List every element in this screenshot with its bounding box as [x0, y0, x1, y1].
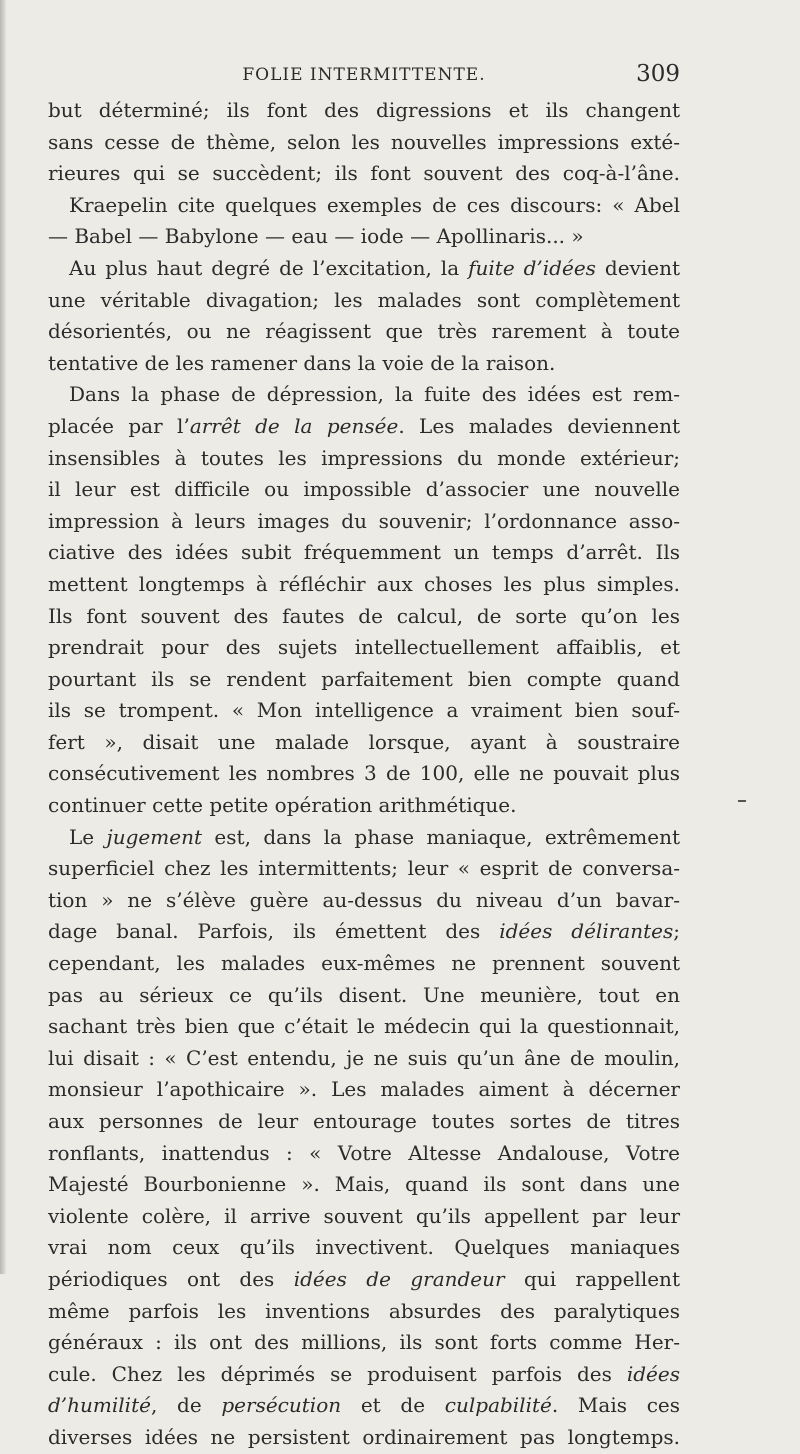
italic-term: idées délirantes	[499, 919, 674, 944]
text-line	[48, 601, 680, 633]
text-line	[48, 1232, 680, 1264]
text-line	[48, 790, 680, 822]
text-segment: continuer cette petite opération arithmétique.	[48, 793, 517, 818]
text-line	[48, 695, 680, 727]
text-line	[48, 253, 680, 285]
italic-term: idées	[626, 1361, 680, 1386]
text-line	[48, 727, 680, 759]
text-line	[48, 948, 680, 980]
text-line	[48, 1390, 680, 1422]
text-segment: ils se trompent. « Mon intelligence a vraiment bien souf-	[48, 698, 680, 723]
text-segment: dage banal. Parfois, ils émettent des	[48, 919, 500, 944]
text-segment: ;	[673, 919, 680, 944]
text-segment: cule. Chez les déprimés se produisent parfois des	[48, 1361, 627, 1386]
text-segment: une véritable divagation; les malades sont complètement	[48, 287, 680, 312]
text-line	[48, 1264, 680, 1296]
running-head	[48, 62, 680, 88]
text-line	[48, 537, 680, 569]
text-segment: sans cesse de thème, selon les nouvelles impressions exté-	[48, 129, 680, 154]
italic-term: jugement	[106, 824, 202, 849]
text-segment: pourtant ils se rendent parfaitement bien compte quand	[48, 666, 680, 691]
text-line	[48, 1327, 680, 1359]
text-segment: Majesté Bourbonienne ». Mais, quand ils sont dans une	[48, 1172, 680, 1197]
text-segment: Au plus haut degré de l’excitation, la	[69, 255, 469, 280]
text-segment: lui disait : « C’est entendu, je ne suis qu’un âne de moulin,	[48, 1045, 680, 1070]
text-segment: superficiel chez les intermittents; leur « esprit de conversa-	[48, 856, 680, 881]
running-title: FOLIE INTERMITTENTE.	[242, 65, 486, 85]
text-line	[48, 885, 680, 917]
text-segment: . Les malades deviennent	[398, 413, 681, 438]
page-binding-edge	[0, 0, 6, 1274]
text-line	[48, 1074, 680, 1106]
text-line	[48, 980, 680, 1012]
text-line	[48, 758, 680, 790]
text-line	[48, 158, 680, 190]
text-line	[48, 1138, 680, 1170]
italic-term: d’humilité	[48, 1393, 151, 1418]
text-segment: tion » ne s’élève guère au-dessus du niveau d’un bavar-	[48, 887, 680, 912]
text-line	[48, 664, 680, 696]
text-segment: , de	[150, 1393, 222, 1418]
text-segment: insensibles à toutes les impressions du monde extérieur;	[48, 445, 680, 470]
text-line	[48, 348, 680, 380]
text-line	[48, 822, 680, 854]
body-text	[48, 95, 680, 1454]
text-segment: désorientés, ou ne réagissent que très rarement à toute	[48, 319, 680, 344]
text-line	[48, 632, 680, 664]
text-segment: vrai nom ceux qu’ils invectivent. Quelques maniaques	[48, 1235, 680, 1260]
text-segment: but déterminé; ils font des digressions et ils changent	[48, 98, 680, 122]
text-segment: fert », disait une malade lorsque, ayant à soustraire	[48, 729, 680, 754]
text-segment: cependant, les malades eux-mêmes ne prennent souvent	[48, 951, 680, 976]
text-line	[48, 127, 680, 159]
text-segment: est, dans la phase maniaque, extrêmement	[202, 824, 680, 849]
text-segment: consécutivement les nombres 3 de 100, elle ne pouvait plus	[48, 761, 680, 786]
text-segment: devient	[595, 255, 680, 280]
text-line	[48, 474, 680, 506]
page-number: 309	[636, 61, 680, 87]
text-segment: placée par l’	[48, 413, 190, 438]
text-line	[48, 506, 680, 538]
margin-mark	[738, 800, 746, 802]
text-segment: rieures qui se succèdent; ils font souvent des coq-à-l’âne.	[48, 161, 680, 186]
text-segment: violente colère, il arrive souvent qu’ils appellent par leur	[48, 1203, 680, 1228]
text-segment: même parfois les inventions absurdes des paralytiques	[48, 1298, 680, 1323]
text-segment: Ils font souvent des fautes de calcul, de sorte qu’on les	[48, 603, 680, 628]
text-line	[48, 1296, 680, 1328]
text-segment: et de	[341, 1393, 445, 1418]
italic-term: idées de grandeur	[293, 1266, 505, 1291]
text-segment: périodiques ont des	[48, 1266, 294, 1291]
text-segment: tentative de les ramener dans la voie de la raison.	[48, 350, 556, 375]
text-line	[48, 853, 680, 885]
italic-term: culpabilité	[444, 1393, 552, 1418]
text-segment: mettent longtemps à réfléchir aux choses les plus simples.	[48, 571, 680, 596]
text-segment: Kraepelin cite quelques exemples de ces discours: « Abel	[69, 192, 680, 217]
text-segment: qui rappellent	[504, 1266, 680, 1291]
italic-term: persécution	[221, 1393, 342, 1418]
text-line	[48, 1106, 680, 1138]
text-line	[48, 569, 680, 601]
text-line	[48, 190, 680, 222]
text-segment: . Mais ces	[551, 1393, 681, 1418]
text-line	[48, 1359, 680, 1391]
text-segment: impression à leurs images du souvenir; l’ordonnance asso-	[48, 508, 680, 533]
text-line	[48, 1043, 680, 1075]
text-line	[48, 95, 680, 127]
text-segment: ciative des idées subit fréquemment un temps d’arrêt. Ils	[48, 540, 680, 565]
text-segment: monsieur l’apothicaire ». Les malades aiment à décerner	[48, 1077, 680, 1102]
text-line	[48, 221, 680, 253]
text-line	[48, 1422, 680, 1454]
text-segment: Dans la phase de dépression, la fuite des idées est rem-	[69, 382, 680, 407]
text-line	[48, 916, 680, 948]
text-line	[48, 411, 680, 443]
text-segment: prendrait pour des sujets intellectuellement affaiblis, et	[48, 635, 680, 660]
text-segment: pas au sérieux ce qu’ils disent. Une meunière, tout en	[48, 982, 680, 1007]
italic-term: arrêt de la pensée	[189, 413, 399, 438]
text-segment: Le	[69, 824, 107, 849]
italic-term: fuite d’idées	[468, 255, 596, 280]
text-line	[48, 285, 680, 317]
text-line	[48, 1169, 680, 1201]
text-line	[48, 1201, 680, 1233]
text-line	[48, 1011, 680, 1043]
text-segment: ronflants, inattendus : « Votre Altesse Andalouse, Votre	[48, 1140, 680, 1165]
text-line	[48, 379, 680, 411]
text-segment: — Babel — Babylone — eau — iode — Apollinaris... »	[48, 224, 584, 249]
text-segment: généraux : ils ont des millions, ils sont forts comme Her-	[48, 1330, 680, 1355]
text-segment: diverses idées ne persistent ordinairement pas longtemps.	[48, 1424, 680, 1449]
text-line	[48, 316, 680, 348]
text-segment: il leur est difficile ou impossible d’associer une nouvelle	[48, 477, 680, 502]
text-line	[48, 443, 680, 475]
text-segment: sachant très bien que c’était le médecin qui la questionnait,	[48, 1014, 680, 1039]
text-segment: aux personnes de leur entourage toutes sortes de titres	[48, 1109, 680, 1133]
